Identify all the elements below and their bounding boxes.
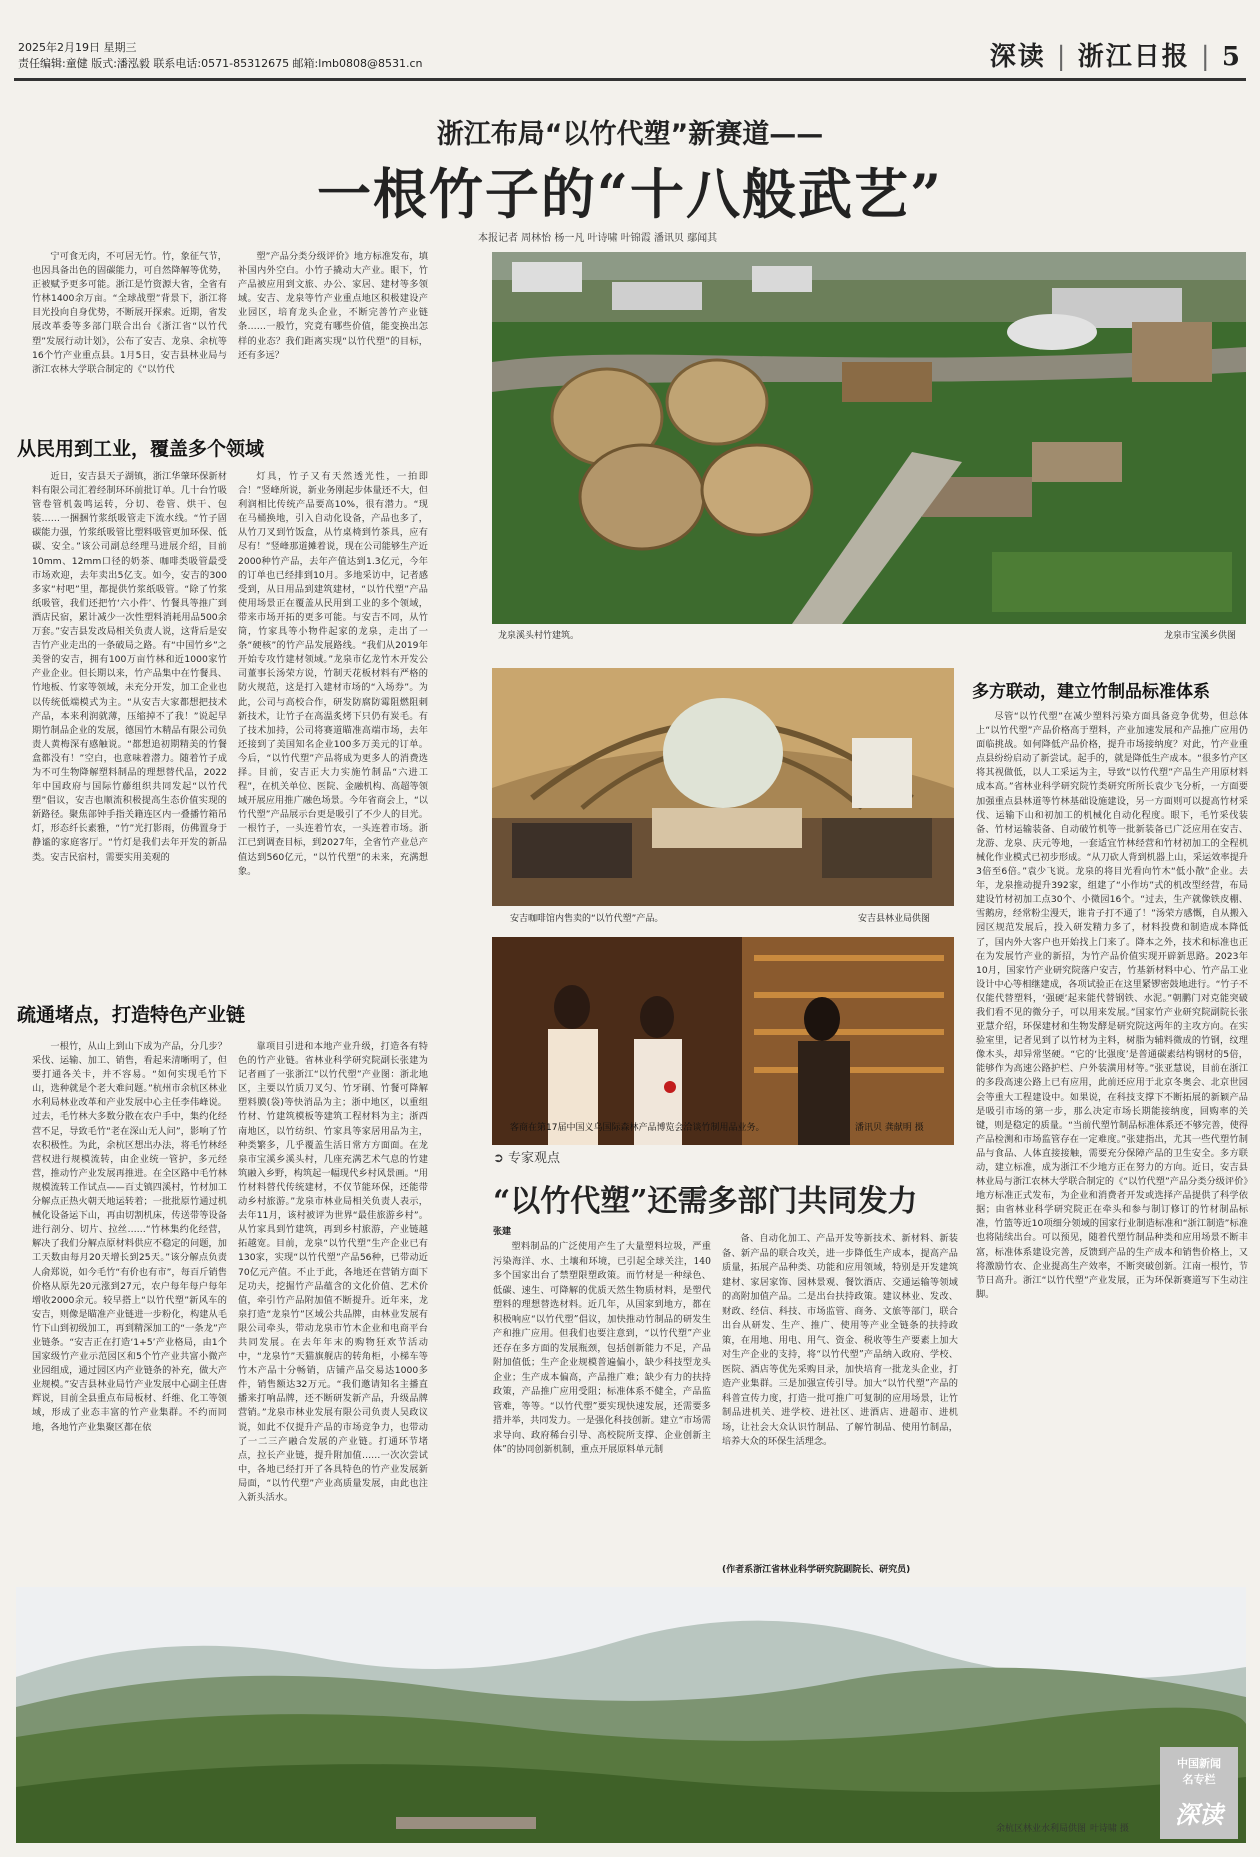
opinion-author: 张建 [493, 1227, 512, 1237]
section3-column [976, 710, 1248, 1578]
badge-line-3: 深读 [1175, 1801, 1223, 1829]
photo-bamboo-forest-landscape [16, 1587, 1246, 1843]
paragraph: 灯具，竹子又有天然透光性，一拍即合！”竖峰所说，新业务刚起步体量还不大，但利润相比传统产品要高10%，很有潜力。“现在马桶换地，引入自动化设备，产品也多了，从竹刀叉到竹饭盒，从竹桌椅到竹茶具，应有尽有！”竖峰那道摊着说，现在公司能够生产近2000种竹产品，去年产值达到1.3亿元，今年的订单也已经排到10月。多地采访中，记者感受到，从日用品到建筑建材，“以竹代塑”产品使用场景正在覆盖从民用到工业的多个领域，带来市场开拓的更多可能。与安吉不同，从竹筒，竹家具等小物件起家的龙泉，走出了一条“硬核”的竹产品发展路线。“我们从2019年开始专攻竹建材领域。”龙泉市亿龙竹木开发公司董事长汤荣方说，竹制天花板材料有严格的防火规范，这是打入建材市场的“入场券”。为此，公司与高校合作，研发防腐防霉阻燃阻刺新技术，让竹子在高温炙烤下只仍有炭毛。有了技术加持，公司将赛道瞄准高端市场，去年还接到了美国知名企业100多万美元的订单。今后，“以竹代塑”产品将成为更多人的消费选择。目前，安吉正大力实施竹制品“六进工程”，在机关单位、医院、金融机构、高超等领域开展应用推广融色场景。今年省商会上，“以竹代塑”产品展示台更是吸引了不少人的目光。一根竹子，一头连着竹农，一头连着市场。浙江已到调查目标，到2027年，全省竹产业总产值达到560亿元，“以竹代塑”的未来，充满想象。 [238, 471, 428, 877]
photo-expo-visitors [492, 937, 954, 1145]
editor-credits: 责任编辑:童健 版式:潘泓毅 联系电话:0571-85312675 邮箱:lmb0808@8531.cn [18, 57, 423, 70]
subhead-from-civil-to-industry: 从民用到工业，覆盖多个领域 [17, 438, 265, 460]
badge-line-1: 中国新闻 [1177, 1757, 1221, 1770]
paragraph: 一根竹，从山上到山下成为产品，分几步？采伐、运输、加工、销售，看起来清晰明了，但要打通各关卡，并不容易。“如何实现毛竹下山，选种就是个老大难问题。”杭州市余杭区林业水利局林业改革和产业发展中心主任李伟峰说。过去，毛竹林大多数分散在农户手中，集约化经营不足，导致毛竹“老在深山无人问”，影响了竹农积极性。为此，余杭区想出办法，将毛竹林经营权进行规模流转，由企业统一管护，多元经营，推动竹产业发展再推进。在全区路中毛竹林规模流转工作试点——百丈镇四溪村，竹材加工分解点正热火朝天地运转着；一批批原竹通过机械化设备运下山，再由切割机床，传送带等设备进行剖分、切片、拉丝……“竹林集约化经营，解决了我们分解点原材料供应不稳定的问题，加工天数由每月20天增长到25天。”该分解点负责人俞郑说，如今毛竹“有价也有市”，每百斤销售价格从原先20元涨到27元，农户每年每户每年增收2000余元。较早搭上“以竹代塑”新风车的安吉，则像是瞄准产业链进一步粉化，构建从毛竹下山到初级加工，再到精深加工的“一条龙”产业链条。“安吉正在打造‘1+5’产业格局，由1个国家级竹产业示范园区和5个竹产业共富小微产业园组成，通过园区内产业链条的补充，做大产业规模。”安吉县林业局竹产业发展中心副主任唐辉说，目前全县重点布局板材、纤维、化工等领域，形成了业态丰富的竹产业集群。不约而同地，各地竹产业集聚区都在依 [32, 1041, 227, 1433]
photo-bamboo-cafe [492, 668, 954, 906]
paragraph: 塑料制品的广泛使用产生了大量塑料垃圾，严重污染海洋、水、土壤和环境，已引起全球关注，140多个国家出台了禁塑限塑政策。而竹材是一种绿色、低碳、速生、可降解的优质天然生物质材料，是塑代塑料的理想替选材料。近几年，从国家到地方，都在积极响应“以竹代塑”倡议，加快推动竹制品的研发生产和推广应用。但我们也要注意到，“以竹代塑”产业还存在多方面的发展瓶颈，包括创新能力不足，产品附加值低；生产企业规模普遍偏小，缺少科技型龙头企业；生产成本偏高，产品推广难；缺少有力的扶持政策，产品推广应用受阻；标准体系不健全，产品监管难，等等。“以竹代塑”要实现快速发展，还需要多措并举，共同发力。一是强化科技创新。建立“市场需求导向、政府稀台引导、高校院所支撑、企业创新主体”的协同创新机制，重点开展原料单元制 [493, 1241, 711, 1455]
page-number: 5 [1221, 42, 1242, 72]
article-kicker: 浙江布局“以竹代塑”新赛道—— [436, 119, 824, 150]
intro-column-1 [32, 250, 227, 418]
intro-column-2 [238, 250, 428, 418]
aerial-village-image [492, 252, 1246, 624]
issue-date: 2025年2月19日 星期三 [18, 41, 137, 54]
paragraph: 近日，安吉县天子湖镇，浙江华肇环保新材料有限公司汇着经制环环前批订单。几十台竹吸管卷管机轰鸣运转，分切、卷管、烘干、包装……一捆捆竹浆纸吸管走下流水线。“竹子固碳能力强，竹浆纸吸管比塑料吸管更加环保、低碳、安全。”该公司副总经理马进展介绍，目前10mm、12mm口径的奶茶、咖啡类吸管最受市场欢迎，去年卖出5亿支。如今，安吉的300多家“村吧”里，都提供竹浆纸吸管。“除了竹浆纸吸管，我们还把竹‘六小件’、竹餐具等推广到酒店民宿，累计减少一次性塑料消耗用品500余万套。”安吉县发改局相关负责人说，这背后是安吉竹产业走出的一条破局之路。有“中国竹乡”之美誉的安吉，拥有100万亩竹林和近1000家竹产业企业。但长期以来，竹产品集中在竹餐具、竹地板、竹家等领域，未充分开发，加工企业也以传统低端模式为主。“从安吉大家都想把技术产品，本来利润就薄，压缩掉不了我！”说起早期竹制品企业的发展，德国竹木精品有限公司负责人黄梅深有感触说。“都想追初期精美的竹餐盒都没有！”空白，也意味着潜力。随着竹子成为不可生物降解塑料制品的理想替代品，2022年中国政府与国际竹藤组织共同发起“以竹代塑”倡议，安吉也顺流积极提高生态价值实现的新路径。聚焦部钟手指关籍连区内一叠播竹箱吊灯，形态纤长素雅，“竹”光打影雨，仿佛置身于静谧的家庭客厅。“竹灯是我们去年开发的新品类。安吉民宿村，需要实用美观的 [32, 471, 227, 863]
expo-image [492, 937, 954, 1145]
photo-bamboo-buildings-aerial [492, 252, 1246, 624]
masthead-info [18, 40, 423, 72]
opinion-column-left [493, 1240, 711, 1578]
subhead-clear-bottlenecks: 疏通堵点，打造特色产业链 [17, 1004, 246, 1026]
cafe-image [492, 668, 954, 906]
paragraph: 塑”产品分类分级评价》地方标准发布，填补国内外空白。小竹子撬动大产业。眼下，竹产品被应用到文旅、办公、家居、建材等多领域。安吉、龙泉等竹产业重点地区积极建设产业园区，培育龙头企业，不断完善竹产业链条……一般竹，究竟有哪些价值，能变换出怎样的业态？我们距离实现“以竹代塑”的目标，还有多远？ [238, 251, 428, 361]
article-headline: 一根竹子的“十八般武艺” [316, 162, 944, 226]
paragraph: 备、自动化加工、产品开发等新技术、新材料、新装备、新产品的联合攻关，进一步降低生产成本，提高产品质量，拓展产品种类、功能和应用领域，特别是开发建筑建材、家居家饰、园林景观、餐饮酒店、交通运输等领域的高附加值产品。二是出台扶持政策。建议林业、发改、财政、经信、科技、市场监管、商务、文旅等部门，联合出台从研发、生产、推广、使用等产业全链条的扶持政策，在用地、用电、用气、资金、税收等生产要素上加大对生产企业的支持，将“以竹代塑”产品纳入政府、学校、医院、酒店等优先采购目录，加快培育一批龙头企业，打造产业集群。三是加强宣传引导。加大“以竹代塑”产品的科普宣传力度，打造一批可推广可复制的应用场景，让竹制品进机关、进学校、进社区、进酒店、进超市、进机场，让社会大众认识竹制品、了解竹制品、使用竹制品，培养大众的环保生活理念。 [722, 1233, 958, 1447]
paragraph: 宁可食无肉，不可居无竹。竹，象征气节，也因具备出色的固碳能力，可自然降解等优势，正被赋予更多可能。浙江是竹资源大省，全省有竹林1400余万亩。“全球战塑”背景下，浙江将目光投向自身优势，不断展开探索。近期，省发展改革委等多部门联合出台《浙江省“以竹代塑”发展行动计划》，公布了安吉、龙泉、余杭等16个竹产业重点县。1月5日，安吉县林业局与浙江农林大学联合制定的《“以竹代 [32, 251, 227, 375]
section1-column-1 [32, 470, 227, 996]
column-badge [1160, 1747, 1238, 1839]
photo1-caption: 龙泉溪头村竹建筑。 [498, 631, 580, 641]
opinion-column-right [722, 1232, 958, 1558]
article-byline: 本报记者 周林怡 杨一凡 叶诗啸 叶锦霞 潘讯贝 鄢闻其 [478, 233, 718, 244]
photo3-credit: 潘讯贝 龚献明 摄 [855, 1123, 924, 1133]
landscape-credit-1: 余杭区林业水利局供图 [996, 1824, 1087, 1834]
arrow-right-icon: ➲ [493, 1151, 504, 1166]
opinion-title: “以竹代塑”还需多部门共同发力 [493, 1184, 918, 1219]
landscape-image [16, 1587, 1246, 1843]
opinion-author-note: (作者系浙江省林业科学研究院副院长、研究员) [722, 1565, 911, 1575]
paragraph: 尽管“以竹代塑”在减少塑料污染方面具备竞争优势，但总体上“以竹代塑”产品价格高于塑料，产业加速发展和产品推广应用仍面临挑战。如何降低产品价格，提升市场接纳度？对此，竹产业重点县纷纷启动了新尝试。起手的，就是降低生产成本。“很多竹产区将其视做低，以人工采运为主，导致“以竹代塑”产品生产用原材料成本高。”省林业科学研究院竹类研究所所长袁少飞分析，一方面要加强重点县林道等竹林基础设施建设，另一方面则可以提高竹材采伐、运输下山和初加工的机械化自动化程度。眼下，毛竹采伐装备、竹材运输装备、自动破竹机等一批新装备已广泛应用在安吉、龙游、龙泉、庆元等地，一套适宜竹林经营和竹材初加工的全程机械化作业模式已初步形成。“从刀砍人背到机器上山，采运效率提升3倍至6倍。”袁少飞说。龙泉的将目光看向竹木“低小散”企业。去年，龙泉推动提升392家，组建了“小作坊”式的机改型经营，布局建设竹材初加工点30个、小微园16个。“过去，生产就像铁皮棚、雪鹅房，经常粉尘漫天，谁肯子打不通了！”汤荣方感慨，自从搬入园区规范发展后，投入研发精力多了，材料投费和制造成本降低了，国内外大客户也开始找上门来了。降本之外，技术和标准也正在为发展竹产业的新招，为竹产品价值实现开辟新思路。2023年10月，国家竹产业研究院落户安吉，竹基新材料中心、竹产品工业设计中心等相继建成，各项试验正在这里紧锣密鼓地进行。“竹子不仅能代替塑料，‘强硬’起来能代替钢铁、水泥。”朝鹏门对克能突破我们看不见的微分子，可以用来发展。”国家竹产业研究院副院长张亚慧介绍，环保建材和生物发酵是研究院这两年的主攻方向。在实验室里，记者见到了以竹材为主料，树脂为辅料微成的竹钢，纹理像木头，却异常坚硬。“它的‘比强度’是普通碳素结构钢材的5倍，能够作为高速公路护栏、户外装潢用材等。”张亚慧说，目前在浙江的多段高速公路上已有应用，此前还应用于北京冬奥会、北京世园会等重大工程建设中。如果说，在科技支撑下不断拓展的新颖产品是吸引市场的第一步，那么决定市场长期能接纳度，回购率的关键，则是稳定的质量。“当前代塑竹制品标准体系还不够完善，使得产品检测和市场监管存在一定难度。”张建指出，尤其一些代塑竹制品与食品、人体直接接触，需要充分保障产品的卫生安全。多方联动，建立标准，成为浙江不少地方正在努力的方向。近日，安吉县林业局与浙江农林大学联合制定的《“以竹代塑”产品分类分级评价》地方标准正式发布，为企业和消费者开发或选择产品提供了科学依据；由省林业科学研究院正在牵头和参与制订修订的竹材制品标准，竹篮等近10项细分领域的国家行业制造标准和“浙江制造”标准也将陆续出台。可以预见，随着代塑竹制品种类和应用场景不断丰富，标准体系建设完善，反馈到产品的生产成本和销售价格上，又将激励竹农、企业提高生产效率，不断突破创新。江南一根竹，节节日高升。浙江“以竹代塑”产业发展，正为环保新赛道写下生动注脚。 [976, 711, 1248, 1300]
photo3-caption: 客商在第17届中国义乌国际森林产品博览会洽谈竹制用品业务。 [510, 1123, 765, 1133]
photo1-credit: 龙泉市宝溪乡供图 [1164, 631, 1237, 641]
paragraph: 靠项目引进和本地产业升级，打造各有特色的竹产业链。省林业科学研究院副长张建为记者画了一张浙江“以竹代塑”产业图：浙北地区，主要以竹质刀叉匀、竹牙刷、竹餐可降解塑料膜(袋)等快消品为主；浙中地区，以重组竹材、竹建筑模板等建筑工程材料为主；浙西南地区，以竹纺织、竹家具等家居用品为主，种类繁多，几乎覆盖生活日常方方面面。在龙泉市宝溪乡溪头村，几座充满艺术气息的竹建筑融入乡野，构筑起一幅现代乡村风景画。“用竹材料替代传统建材，不仅节能环保，还能带动乡村旅游。”龙泉市林业局相关负责人表示，去年11月，该村被评为世界“最佳旅游乡村”。从竹家具到竹建筑，再到乡村旅游，产业链越拓越宽。目前，龙泉“以竹代塑”生产企业已有130家，实现“以竹代塑”产品56种，已带动近70亿元产值。不止于此，各地还在营销方面下足功夫，挖掘竹产品蕴含的文化价值、艺术价值，牵引竹产品附加值不断提升。近年来，龙泉打造“龙泉竹”区域公共品牌，由林业发展有限公司牵头，带动龙泉市竹木企业和电商平台共同发展。在去年年末的购物狂欢节活动中，“龙泉竹”天猫旗舰店的转角柜，小梯车等竹木产品十分畅销，店铺产品交易达1000多件，销售额达32万元。“我们邀请知名主播直播来打响品牌，还不断研发新产品，升级品牌营销。”龙泉市林业发展有限公司负责人吴政议说，如此不仅提升产品的市场竞争力，也带动了一二三产融合发展的产业链。打通环节堵点，拉长产业链，提升附加值……一次次尝试中，各地已经打开了各具特色的竹产业发展新局面，“以竹代塑”产业高质量发展，由此也注入新头活水。 [238, 1041, 428, 1503]
subhead-standards-system: 多方联动，建立竹制品标准体系 [972, 682, 1210, 702]
section-name: 深读 [989, 42, 1046, 72]
section2-column-1 [32, 1040, 227, 1560]
page-header-brand: 深读 | 浙江日报 | 5 [989, 42, 1242, 72]
section2-column-2 [238, 1040, 428, 1560]
paper-name: 浙江日报 [1077, 42, 1190, 72]
landscape-credit-2: 叶诗啸 摄 [1090, 1824, 1129, 1834]
header-rule [14, 78, 1246, 81]
photo2-credit: 安吉县林业局供图 [858, 914, 931, 924]
badge-line-2: 名专栏 [1182, 1773, 1216, 1786]
opinion-tag: ➲ 专家观点 [493, 1151, 561, 1166]
photo2-caption: 安吉咖啡馆内售卖的“以竹代塑”产品。 [510, 914, 664, 924]
section1-column-2 [238, 470, 428, 996]
